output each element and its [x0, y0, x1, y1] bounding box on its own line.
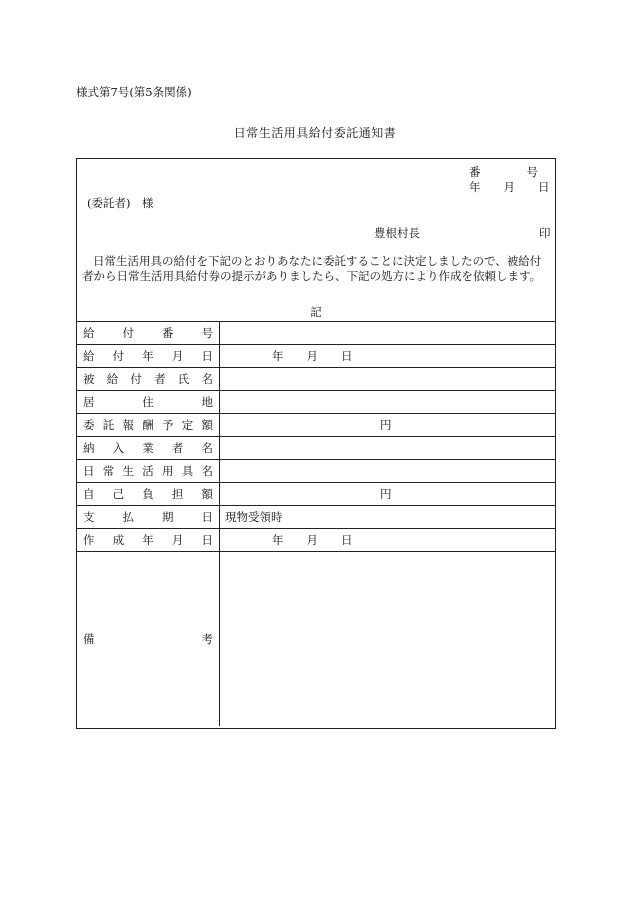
grant-date-value: 年 月 日 [272, 349, 353, 363]
form-number-label: 様式第7号(第5条関係) [76, 85, 192, 99]
grant-date-label-char: 年 [142, 349, 154, 363]
commission-fee-label [77, 414, 220, 436]
payment-date-label [77, 506, 220, 528]
ki-heading: 記 [310, 305, 322, 319]
remarks-label [77, 552, 220, 726]
equipment-name-row [77, 459, 555, 482]
supplier-name-label [77, 437, 220, 459]
creation-date-label [77, 529, 220, 551]
issuer-label: 豊根村長 [374, 226, 420, 240]
self-pay-amount-label [77, 483, 220, 505]
recipient-name-label-char: 者 [154, 372, 166, 386]
seal-mark: 印 [539, 226, 551, 240]
payment-date-row [77, 505, 555, 528]
commission-fee-label-char: 定 [181, 418, 194, 432]
recipient-name-label-char: 給 [106, 372, 119, 386]
recipient-name-label-char: 被 [83, 372, 95, 386]
equipment-name-label-char: 生 [122, 464, 134, 478]
recipient-name-value-cell[interactable] [220, 368, 555, 390]
equipment-name-label-char: 具 [181, 464, 194, 478]
self-pay-amount-label-char: 負 [142, 487, 154, 501]
self-pay-amount-row [77, 482, 555, 505]
grant-date-label-char: 給 [83, 349, 95, 363]
address-label-char: 住 [142, 395, 154, 409]
commission-fee-value-cell[interactable] [220, 414, 555, 436]
equipment-name-value-cell[interactable] [220, 460, 555, 482]
addressee-label: (委託者) 様 [87, 196, 154, 210]
grant-number-label-char: 給 [83, 326, 95, 340]
grant-date-label-char: 月 [171, 349, 184, 363]
creation-date-label-char: 成 [112, 533, 125, 547]
date-label: 年 月 日 [469, 180, 550, 194]
address-label-char: 居 [83, 395, 95, 409]
supplier-name-value-cell[interactable] [220, 437, 555, 459]
remarks-value-cell[interactable] [220, 552, 555, 726]
supplier-name-label-char: 入 [112, 441, 125, 455]
grant-date-row [77, 344, 555, 367]
creation-date-label-char: 年 [142, 533, 154, 547]
address-value-cell[interactable] [220, 391, 555, 413]
payment-date-label-char: 日 [201, 510, 213, 524]
equipment-name-label-char: 用 [162, 464, 174, 478]
creation-date-value: 年 月 日 [272, 533, 353, 547]
self-pay-amount-label-char: 担 [171, 487, 184, 501]
payment-date-label-char: 期 [162, 510, 174, 524]
supplier-name-label-char: 業 [142, 441, 154, 455]
grant-number-label [77, 322, 220, 344]
commission-fee-label-char: 委 [83, 418, 95, 432]
payment-date-value: 現物受領時 [225, 510, 283, 524]
grant-number-label-char: 付 [122, 326, 134, 340]
recipient-name-label-char: 氏 [177, 372, 190, 386]
equipment-name-label-char: 常 [102, 464, 115, 478]
recipient-name-label [77, 368, 220, 390]
remarks-row [77, 551, 555, 726]
commission-fee-value: 円 [380, 418, 392, 432]
commission-fee-row [77, 413, 555, 436]
grant-number-label-char: 号 [201, 326, 213, 340]
creation-date-label-char: 月 [171, 533, 184, 547]
document-title: 日常生活用具給付委託通知書 [233, 126, 397, 140]
grant-date-value-cell[interactable] [220, 345, 555, 367]
supplier-name-label-char: 者 [171, 441, 184, 455]
creation-date-label-char: 日 [201, 533, 213, 547]
grant-number-row [77, 321, 555, 344]
number-label: 番 号 [469, 165, 538, 179]
equipment-name-label-char: 名 [201, 464, 213, 478]
grant-date-label-char: 付 [112, 349, 125, 363]
grant-number-value-cell[interactable] [220, 322, 555, 344]
creation-date-label-char: 作 [83, 533, 95, 547]
creation-date-row [77, 528, 555, 551]
recipient-name-label-char: 付 [130, 372, 142, 386]
supplier-name-label-char: 納 [83, 441, 95, 455]
commission-fee-label-char: 予 [162, 418, 174, 432]
creation-date-value-cell[interactable] [220, 529, 555, 551]
notice-body-text: 日常生活用具の給付を下記のとおりあなたに委託することに決定しましたので、被給付者から日常生活用具給付券の提示がありましたら、下記の処方により作成を依頼します。 [82, 254, 542, 283]
commission-fee-label-char: 託 [102, 418, 115, 432]
equipment-name-label-char: 活 [142, 464, 154, 478]
notice-form-frame [76, 158, 556, 729]
recipient-name-row [77, 367, 555, 390]
grant-date-label [77, 345, 220, 367]
equipment-name-label [77, 460, 220, 482]
address-row [77, 390, 555, 413]
commission-fee-label-char: 酬 [142, 418, 154, 432]
payment-date-value-cell[interactable] [220, 506, 555, 528]
self-pay-amount-value: 円 [380, 487, 392, 501]
grant-date-label-char: 日 [201, 349, 213, 363]
address-label [77, 391, 220, 413]
commission-fee-label-char: 報 [122, 418, 134, 432]
supplier-name-label-char: 名 [201, 441, 213, 455]
address-label-char: 地 [201, 395, 213, 409]
self-pay-amount-label-char: 己 [112, 487, 125, 501]
supplier-name-row [77, 436, 555, 459]
commission-fee-label-char: 額 [201, 418, 213, 432]
self-pay-amount-label-char: 額 [201, 487, 213, 501]
remarks-label-char: 備 [83, 632, 95, 646]
payment-date-label-char: 支 [83, 510, 95, 524]
self-pay-amount-value-cell[interactable] [220, 483, 555, 505]
payment-date-label-char: 払 [122, 510, 134, 524]
grant-number-label-char: 番 [162, 326, 174, 340]
remarks-label-char: 考 [201, 632, 213, 646]
self-pay-amount-label-char: 自 [83, 487, 95, 501]
equipment-name-label-char: 日 [83, 464, 95, 478]
recipient-name-label-char: 名 [201, 372, 213, 386]
